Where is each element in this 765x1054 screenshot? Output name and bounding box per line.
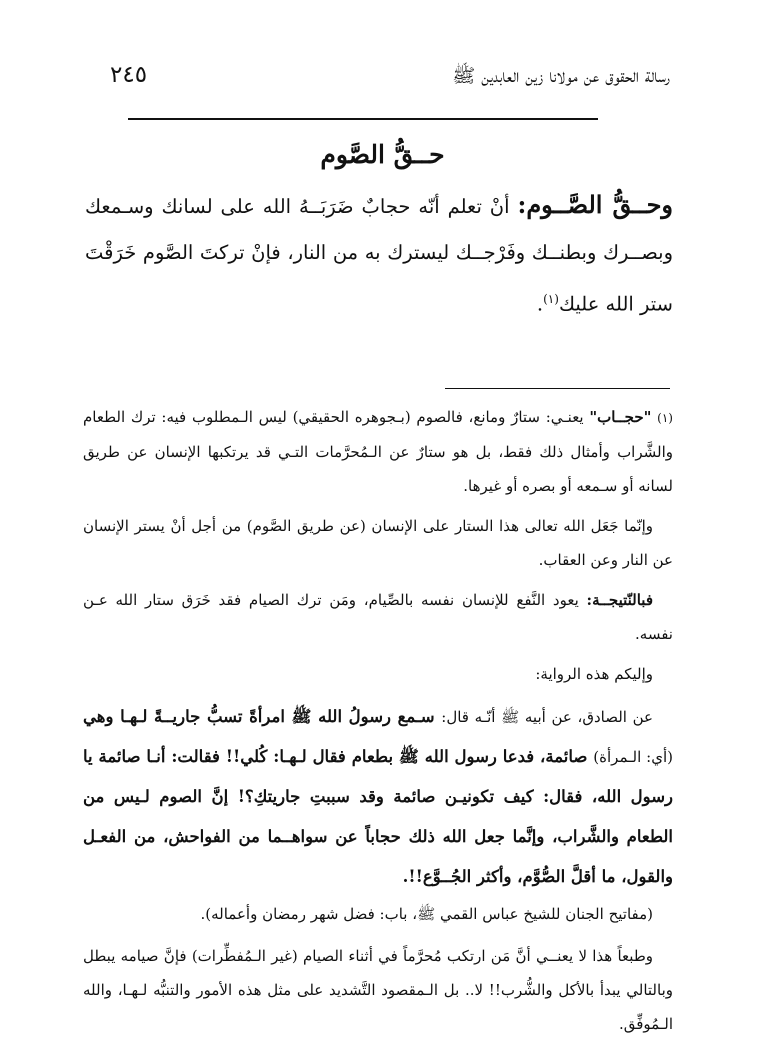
running-header: [110, 62, 670, 92]
footnotes-block: [83, 400, 673, 1047]
paragraph-lead: وحــقُّ الصَّــوم:: [517, 190, 674, 219]
conclusion-lead: فبالنّتيجــة:: [586, 591, 653, 609]
footnote-rule: [445, 388, 670, 389]
quote-source: (مفاتيح الجنان للشيخ عباس القمي ﷺ، باب: فضل شهر رمضان وأعماله).: [200, 905, 653, 923]
conclusion-text: يعود النَّفع للإنسان نفسه بالصِّيام، ومَن ترك الصيام فقد خَرَق ستار الله عـن نفسه.: [83, 591, 673, 643]
main-paragraph: [85, 182, 673, 328]
section-title: حــقُّ الصَّوم: [320, 140, 445, 169]
footnote-paragraph-4: وإليكم هذه الرواية:: [535, 665, 653, 683]
footnote-1: [83, 400, 673, 503]
quote-parenthetical: (أي: الـمرأة): [593, 748, 673, 766]
footnote-paragraph-5: وطبعاً هذا لا يعنــي أنَّ مَن ارتكب مُحرَّماً في أثناء الصيام (غير الـمُفطِّرات) فإنَّ صيامه يبطل وبالتالي يبدأ بالأكل والشُّرب!! لا.. بل الـمقصود التَّشديد على مثل هذه الأمور والتنبُّه لـهـا، والله الـمُوفِّق.: [83, 947, 673, 1033]
paragraph-end: .: [536, 292, 544, 316]
quote-part-b: صائمة، فدعا رسول الله ﷺ بطعام فقال لـهـا: كُلي!! فقالت: أنـا صائمة يا رسول الله، فقال: كيف تكونيـن صائمة وقد سببتِ جاريتكِ؟! إنَّ الصوم لـيس من الطعام والشَّراب، وإنَّما جعل الله ذلك حجاباً عن سواهــما من الفواحش، من الفعـل والقول، ما أقلَّ الصُّوَّم، وأكثر الجُــوَّع!!.: [83, 747, 673, 886]
paragraph-body: أنْ تعلم أنّه حجابٌ ضَرَبَــهُ الله على لسانك وسـمعك وبصــرك وبطنــك وفَرْجــك ليسترك به من النار، فإنْ تركتَ الصَّوم خَرَقْتَ ستر الله عليك: [85, 195, 673, 316]
header-rule: [128, 118, 598, 120]
footnote-paragraph-2: وإنّما جَعَل الله تعالى هذا الستار على الإنسان (عن طريق الصَّوم) من أجل أنْ يستر الإنسان عن النار وعن العقاب.: [83, 517, 673, 569]
running-title: رسالة الحقوق عن مولانا زين العابدين ﷺ: [452, 65, 670, 87]
quote-part-a: سـمع رسولُ الله ﷺ امرأةً تسبُّ جاريــةً لـهـا وهي: [83, 707, 435, 726]
narration-quote: [83, 697, 673, 897]
footnote-term: "حجــاب": [589, 408, 652, 426]
page-number: ٢٤٥: [110, 62, 148, 88]
footnote-reference[interactable]: (١): [543, 292, 559, 306]
footnote-text: يعنـي: ستارٌ ومانع، فالصوم (بـجوهره الحقيقي) ليس الـمطلوب فيه: ترك الطعام والشَّراب وأمثال ذلك فقط، بل هو ستارٌ عن الـمُحرَّمات التـي قد يرتكبها الإنسان عن طريق لسانه أو سـمعه أو بصره أو غيرها.: [83, 408, 673, 495]
footnote-paragraph-3: [83, 583, 673, 651]
quote-intro: عن الصادق، عن أبيه ﷺ أنّـه قال:: [441, 708, 654, 726]
footnote-marker: (١): [657, 411, 673, 425]
